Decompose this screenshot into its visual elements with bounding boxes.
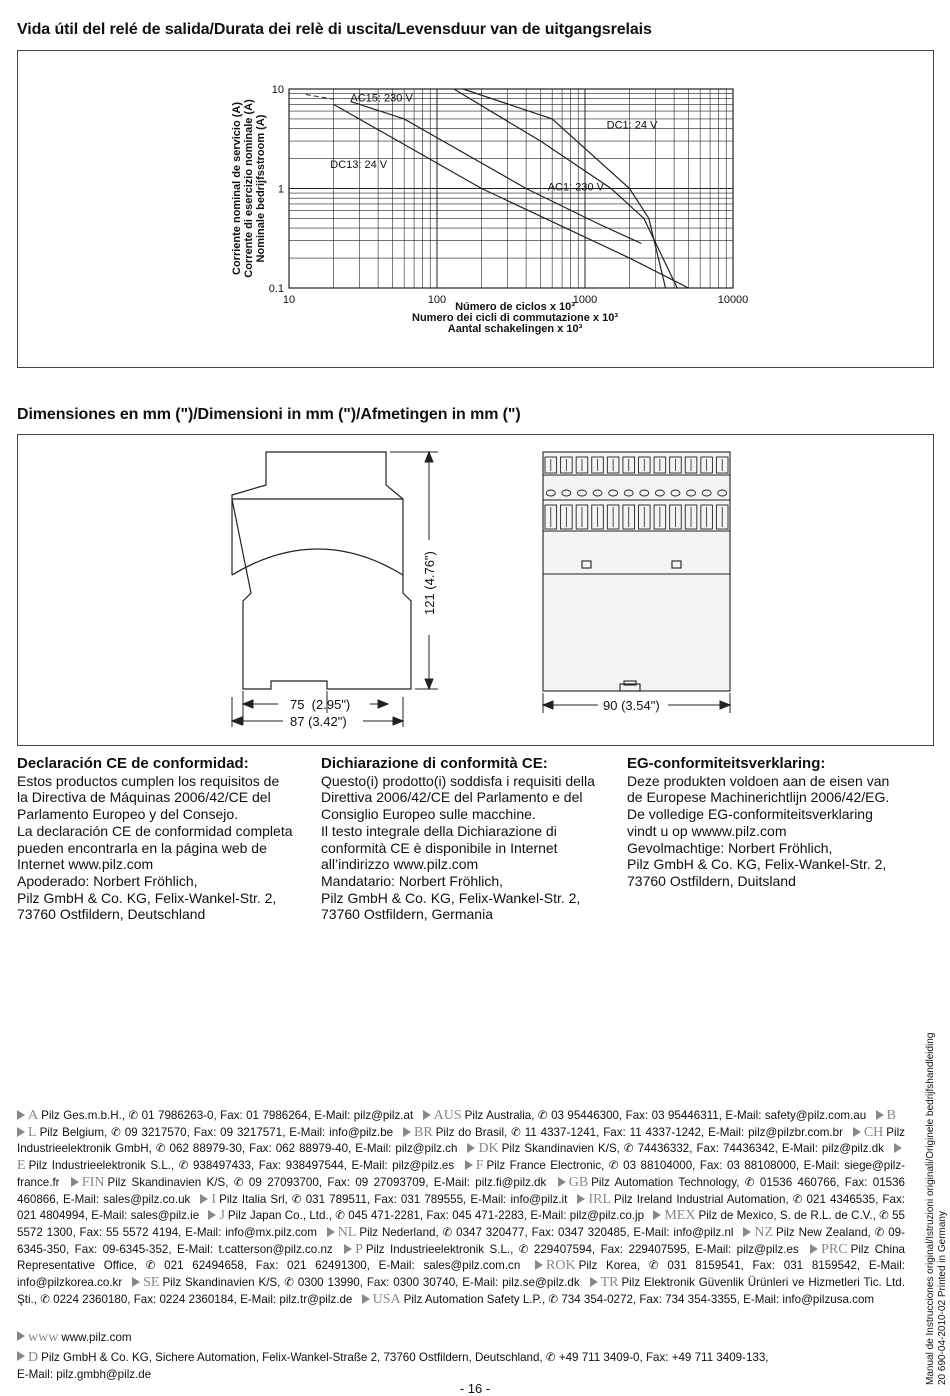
contact-entry — [362, 1293, 874, 1306]
declaration-line: Questo(i) prodotto(i) soddisfa i requisiti della — [321, 772, 595, 789]
country-code: I — [211, 1191, 217, 1207]
country-code: P — [355, 1241, 363, 1257]
contact-text: Pilz Ges.m.b.H., ✆ 01 7986263-0, Fax: 01 7986264, E-Mail: pilz@pilz.at — [41, 1109, 414, 1122]
page-number: - 16 - — [459, 1381, 491, 1396]
declaration-line: 73760 Ostfildern, Duitsland — [627, 872, 796, 889]
series-label: DC1: 24 V — [606, 119, 658, 132]
declaration-es-title: Declaración CE de conformidad: — [17, 755, 249, 772]
series-label: AC15: 230 V — [350, 92, 413, 105]
declaration-line: de Europese Machinerichtlijn 2006/42/EG. — [627, 789, 890, 806]
y-axis-label: Corriente nominal de servicio (A) — [231, 102, 243, 275]
declaration-it — [321, 756, 616, 923]
arrow-icon — [590, 1277, 598, 1287]
country-code: E — [17, 1158, 26, 1174]
arrow-icon — [208, 1210, 216, 1220]
declaration-line: conformità CE è disponibile in Internet — [321, 839, 558, 856]
country-code: IRL — [588, 1191, 612, 1207]
side-note — [925, 1033, 949, 1385]
country-code: PRC — [821, 1241, 848, 1257]
declaration-line: Pilz GmbH & Co. KG, Felix-Wankel-Str. 2, — [627, 856, 887, 873]
series-label: DC13: 24 V — [330, 159, 388, 172]
contact-entry — [17, 1126, 393, 1139]
contact-text: Pilz Skandinavien K/S, ✆ 09 27093700, Fax: 09 27093709, E-Mail: pilz.fi@pilz.dk — [107, 1175, 547, 1189]
y-tick-label: 0.1 — [268, 283, 284, 295]
width-inner-label: 75 (2.95") — [290, 697, 351, 712]
dimensions-section-title: Dimensiones en mm (")/Dimensioni in mm (")/Afmetingen in mm (") — [17, 406, 521, 423]
y-axis-label: Nominale bedrijfsstroom (A) — [255, 114, 267, 263]
contact-entry — [132, 1276, 580, 1289]
relay-life-chart — [18, 51, 933, 367]
arrow-icon — [853, 1127, 861, 1137]
arrow-icon — [535, 1260, 543, 1270]
country-code: FIN — [81, 1174, 105, 1190]
contact-text: Pilz de Mexico, S. de R.L. de C.V., ✆ 55 5572 1300, Fax: 55 5572 4194, E-Mail: info@mx.pilz.com — [17, 1209, 905, 1239]
arrow-icon — [465, 1160, 473, 1170]
contact-entry — [200, 1193, 567, 1206]
contact-text: Pilz Nederland, ✆ 0347 320477, Fax: 0347 320485, E-Mail: info@pilz.nl — [359, 1225, 734, 1239]
contact-text: Pilz Skandinavien K/S, ✆ 0300 13990, Fax: 0300 30740, E-Mail: pilz.se@pilz.dk — [162, 1276, 580, 1290]
arrow-icon — [132, 1277, 140, 1287]
www-code: www — [28, 1330, 59, 1345]
contact-text: Pilz Skandinavien K/S, ✆ 74436332, Fax: 74436342, E-Mail: pilz@pilz.dk — [501, 1142, 884, 1156]
declaration-line: Direttiva 2006/42/CE del Parlamento e del — [321, 789, 583, 806]
declaration-line: all’indirizzo www.pilz.com — [321, 856, 479, 873]
country-code: NL — [337, 1224, 357, 1240]
declaration-it-body — [321, 773, 616, 923]
headquarters — [17, 1350, 907, 1383]
declaration-line: Gevolmachtige: Norbert Fröhlich, — [627, 839, 833, 856]
arrow-icon — [558, 1177, 566, 1187]
front-view — [543, 452, 730, 691]
arrow-icon — [17, 1351, 25, 1361]
arrow-icon — [577, 1194, 585, 1204]
country-code: MEX — [664, 1208, 696, 1224]
arrow-icon — [403, 1127, 411, 1137]
declaration-es-body — [17, 773, 307, 923]
contact-text: Pilz Australia, ✆ 03 95446300, Fax: 03 95446311, E-Mail: safety@pilz.com.au — [464, 1109, 867, 1122]
contact-entry — [403, 1126, 843, 1139]
y-tick-label: 10 — [271, 84, 284, 96]
contact-text: Pilz Automation Safety L.P., ✆ 734 354-0272, Fax: 734 354-3355, E-Mail: info@pilzusa.com — [403, 1292, 875, 1306]
height-dimension-label: 121 (4.76") — [422, 551, 437, 615]
country-code: NZ — [754, 1224, 774, 1240]
side-note-line-2: 20 690-04-2010-02 Printed in Germany — [937, 1211, 948, 1385]
series-label: AC1: 230 V — [547, 181, 604, 194]
contact-text: Pilz France Electronic, ✆ 03 88104000, Fax: 03 88108000, E-Mail: siege@pilz-france.fr — [17, 1159, 905, 1189]
contact-entry — [467, 1142, 884, 1155]
arrow-icon — [17, 1110, 25, 1120]
side-note-line-1: Manual de Instrucciones original/Istruzioni originali/Originele bedrijfshandleiding — [925, 1032, 936, 1385]
contact-entry — [71, 1176, 546, 1189]
contact-text: Pilz New Zealand, ✆ 09- 6345-350, Fax: 09-6345-352, E-Mail: t.catterson@pilz.co.nz — [17, 1225, 905, 1256]
arrow-icon — [327, 1227, 335, 1237]
width-outer-label: 87 (3.42") — [290, 714, 347, 729]
contact-text: Pilz Korea, ✆ 031 8159541, Fax: 031 8159542, E-Mail: info@pilzkorea.co.kr — [17, 1259, 905, 1290]
arrow-icon — [743, 1227, 751, 1237]
contact-text: Pilz Industrieelektronik GmbH, ✆ 062 88979-30, Fax: 062 88979-40, E-Mail: pilz@pilz.ch — [17, 1125, 905, 1156]
declaration-nl — [627, 756, 917, 890]
declaration-line: De volledige EG-conformiteitsverklaring — [627, 806, 873, 823]
declaration-es — [17, 756, 307, 923]
contact-text: Pilz Japan Co., Ltd., ✆ 045 471-2281, Fax: 045 471-2283, E-Mail: pilz@pilz.co.jp — [227, 1209, 645, 1223]
declaration-nl-body — [627, 773, 917, 890]
dimensions-frame — [17, 434, 934, 746]
country-code: GB — [568, 1174, 589, 1190]
declaration-line: Parlamento Europeo y del Consejo. — [17, 806, 239, 823]
contact-entry — [208, 1209, 644, 1222]
declaration-line: 73760 Ostfildern, Deutschland — [17, 906, 206, 923]
country-code: A — [28, 1108, 39, 1123]
country-code: TR — [600, 1275, 619, 1291]
country-code: DK — [478, 1141, 499, 1157]
declaration-line: Pilz GmbH & Co. KG, Felix-Wankel-Str. 2, — [17, 889, 277, 906]
contact-text: Pilz Industrieelektronik S.L., ✆ 938497433, Fax: 938497544, E-Mail: pilz@pilz.es — [28, 1159, 455, 1173]
contact-entry — [344, 1243, 799, 1256]
declaration-line: Estos productos cumplen los requisitos de — [17, 772, 280, 789]
country-code: B — [886, 1108, 896, 1123]
y-tick-label: 1 — [277, 183, 284, 196]
country-code: AUS — [433, 1108, 462, 1123]
x-tick-label: 10000 — [717, 294, 749, 306]
x-tick-label: 10 — [282, 294, 296, 306]
declaration-nl-title: EG-conformiteitsverklaring: — [627, 755, 826, 772]
contact-text: Pilz Elektronik Güvenlik Ürünleri ve Hizmetleri Tic. Ltd. Şti., ✆ 0224 2360180, Fax: 0224 2360184, E-Mail: pilz.tr@pilz.de — [17, 1276, 905, 1306]
arrow-icon — [362, 1294, 370, 1304]
declaration-line: Il testo integrale della Dichiarazione di — [321, 822, 557, 839]
country-code: SE — [143, 1275, 160, 1291]
country-code: CH — [863, 1124, 884, 1140]
country-code: F — [475, 1158, 484, 1174]
contact-text: Pilz Automation Technology, ✆ 01536 460766, Fax: 01536 460866, E-Mail: sales@pilz.co.uk — [17, 1175, 905, 1206]
country-code: USA — [372, 1291, 401, 1307]
hq-address: Pilz GmbH & Co. KG, Sichere Automation, Felix-Wankel-Straße 2, 73760 Ostfildern, Deutschland, ✆ +49 711 3409-0, Fax: +49 711 3409-133, — [41, 1351, 769, 1364]
contact-text: Pilz do Brasil, ✆ 11 4337-1241, Fax: 11 4337-1242, E-Mail: pilz@pilzbr.com.br — [435, 1125, 843, 1139]
contact-text: Pilz China Representative Office, ✆ 021 62494658, Fax: 021 62491300, E-Mail: sales@pilz.com.cn — [17, 1242, 905, 1273]
declaration-line: 73760 Ostfildern, Germania — [321, 906, 493, 923]
declaration-it-title: Dichiarazione di conformità CE: — [321, 755, 548, 772]
contact-text: Pilz Industrieelektronik S.L., ✆ 229407594, Fax: 229407595, E-Mail: pilz@pilz.es — [365, 1242, 799, 1256]
declaration-line: vindt u op wwww.pilz.com — [627, 822, 787, 839]
arrow-icon — [423, 1110, 431, 1120]
arrow-icon — [344, 1244, 352, 1254]
www-line — [17, 1330, 132, 1347]
contact-entry — [17, 1109, 413, 1122]
contact-text: Pilz Belgium, ✆ 09 3217570, Fax: 09 3217571, E-Mail: info@pilz.be — [39, 1125, 394, 1139]
declaration-line: La declaración CE de conformidad completa — [17, 822, 293, 839]
declaration-line: la Directiva de Máquinas 2006/42/CE del — [17, 789, 271, 806]
country-code: BR — [414, 1124, 433, 1140]
declaration-line: Deze produkten voldoen aan de eisen van — [627, 772, 890, 789]
arrow-icon — [71, 1177, 79, 1187]
hq-email: E-Mail: pilz.gmbh@pilz.de — [17, 1367, 152, 1381]
dimension-drawing — [18, 435, 933, 745]
x-axis-label: Numero dei cicli di commutazione x 10³ — [412, 312, 618, 324]
arrow-icon — [653, 1210, 661, 1220]
contact-entry — [876, 1109, 899, 1122]
life-section-title: Vida útil del relé de salida/Durata dei relè di uscita/Levensduur van de uitgangsrelais — [17, 21, 652, 38]
arrow-icon — [17, 1127, 25, 1137]
contact-entry — [423, 1109, 867, 1122]
x-tick-label: 1000 — [572, 294, 598, 306]
arrow-icon — [894, 1143, 902, 1153]
side-view — [232, 452, 411, 689]
depth-dimension-label: 90 (3.54") — [603, 698, 660, 713]
arrow-icon — [810, 1244, 818, 1254]
life-chart-frame — [17, 50, 934, 368]
country-code: L — [28, 1124, 37, 1140]
declaration-line: Internet www.pilz.com — [17, 856, 154, 873]
arrow-icon — [17, 1331, 25, 1341]
contact-entry — [327, 1226, 734, 1239]
series-line — [350, 101, 641, 243]
declaration-line: Pilz GmbH & Co. KG, Felix-Wankel-Str. 2, — [321, 889, 581, 906]
declaration-line: Mandatario: Norbert Fröhlich, — [321, 872, 504, 889]
arrow-icon — [876, 1110, 884, 1120]
x-tick-label: 100 — [427, 294, 447, 306]
declaration-line: pueden encontrarla en la página web de — [17, 839, 267, 856]
contact-text: Pilz Italia Srl, ✆ 031 789511, Fax: 031 789555, E-Mail: info@pilz.it — [219, 1192, 568, 1206]
contact-directory — [17, 1108, 905, 1308]
y-axis-label: Corrente di esercizio nominale (A) — [243, 99, 255, 278]
declaration-line: Consiglio Europeo sulle macchine. — [321, 806, 536, 823]
x-axis-label: Aantal schakelingen x 10³ — [447, 323, 583, 335]
www-link[interactable]: www.pilz.com — [61, 1331, 132, 1344]
x-axis-label: Número de ciclos x 10³ — [455, 301, 575, 313]
arrow-icon — [200, 1194, 208, 1204]
arrow-icon — [467, 1143, 475, 1153]
hq-code: D — [28, 1350, 39, 1365]
country-code: ROK — [546, 1258, 576, 1274]
declaration-line: Apoderado: Norbert Fröhlich, — [17, 872, 198, 889]
contact-text: Pilz Ireland Industrial Automation, ✆ 021 4346535, Fax: 021 4804994, E-Mail: sales@pilz.ie — [17, 1192, 905, 1223]
country-code: J — [219, 1208, 225, 1224]
